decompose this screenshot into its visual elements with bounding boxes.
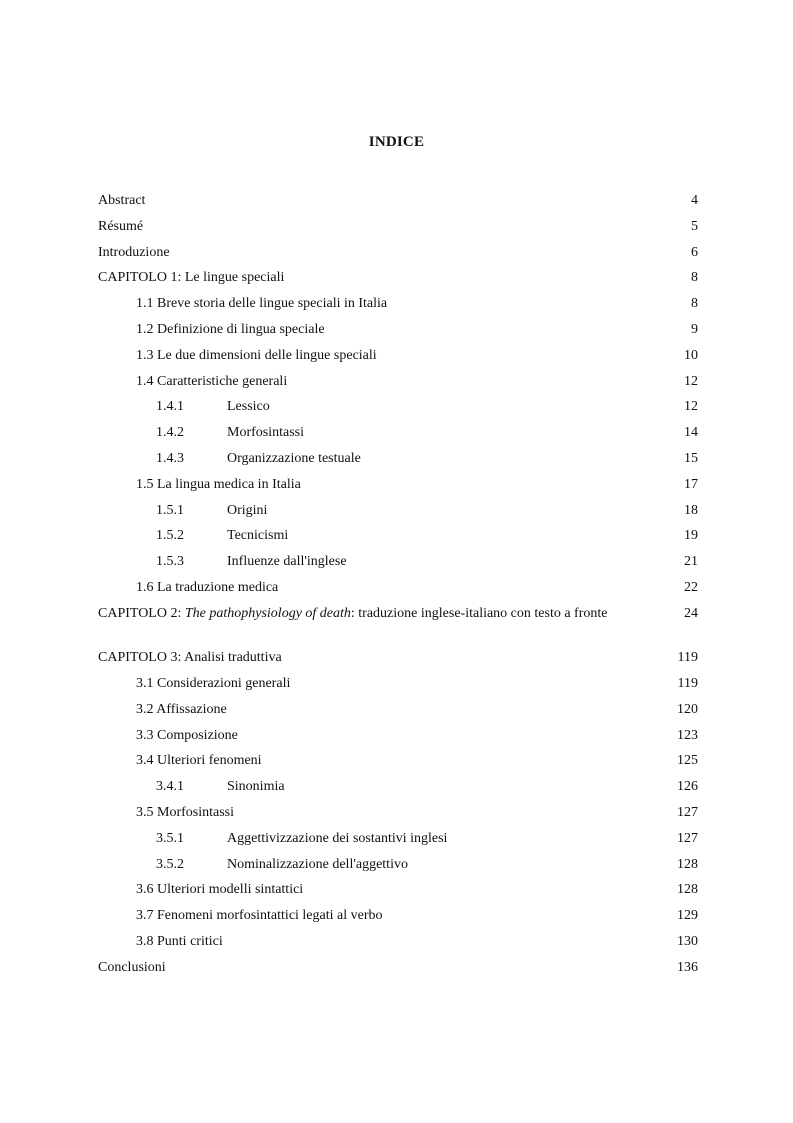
toc-entry-label: 3.4 Ulteriori fenomeni (136, 753, 262, 769)
toc-entry-conclusioni[interactable] (98, 958, 698, 977)
toc-entry-1-2[interactable] (98, 320, 698, 339)
toc-entry-number: 1.4.3 (156, 450, 184, 466)
toc-entry-page: 119 (677, 650, 698, 666)
toc-entry-label: Lessico (227, 399, 270, 415)
toc-entry-page: 136 (677, 959, 698, 975)
toc-entry-page: 120 (677, 701, 698, 717)
toc-entry-italic-title: The pathophysiology of death (184, 605, 351, 621)
toc-entry-1-5[interactable] (98, 475, 698, 494)
toc-entry-page: 130 (677, 934, 698, 950)
toc-entry-label: 1.2 Definizione di lingua speciale (136, 321, 325, 337)
toc-entry-label: Sinonimia (227, 779, 285, 795)
toc-entry-3-5[interactable] (98, 803, 698, 822)
toc-entry-label: 1.5 La lingua medica in Italia (136, 476, 301, 492)
toc-entry-label: Organizzazione testuale (227, 450, 361, 466)
toc-entry-label-prefix: CAPITOLO 2: (98, 605, 185, 621)
toc-entry-page: 24 (684, 605, 698, 621)
toc-entry-3-1[interactable] (98, 674, 698, 693)
toc-entry-1-5-1[interactable] (98, 501, 698, 520)
toc-entry-number: 1.5.2 (156, 528, 184, 544)
toc-entry-page: 126 (677, 779, 698, 795)
toc-entry-3-3[interactable] (98, 726, 698, 745)
table-of-contents (98, 191, 698, 984)
toc-entry-capitolo-1[interactable] (98, 268, 698, 287)
toc-entry-page: 127 (677, 830, 698, 846)
toc-entry-1-6[interactable] (98, 578, 698, 597)
toc-entry-page: 9 (691, 321, 698, 337)
toc-entry-resume[interactable] (98, 217, 698, 236)
toc-entry-page: 10 (684, 347, 698, 363)
toc-entry-label: Introduzione (98, 244, 170, 260)
toc-entry-page: 5 (691, 218, 698, 234)
toc-entry-label: CAPITOLO 1: Le lingue speciali (98, 270, 285, 286)
toc-entry-page: 8 (691, 270, 698, 286)
toc-entry-number: 3.5.2 (156, 856, 184, 872)
toc-entry-3-6[interactable] (98, 880, 698, 899)
toc-entry-1-3[interactable] (98, 346, 698, 365)
toc-entry-label: 1.1 Breve storia delle lingue speciali in Italia (136, 296, 388, 312)
toc-entry-page: 123 (677, 727, 698, 743)
toc-entry-label: 3.6 Ulteriori modelli sintattici (136, 882, 304, 898)
toc-entry-label: 3.5 Morfosintassi (136, 805, 234, 821)
toc-entry-label: 1.6 La traduzione medica (136, 579, 279, 595)
toc-entry-1-4[interactable] (98, 372, 698, 391)
toc-entry-page: 12 (684, 373, 698, 389)
toc-entry-label: Influenze dall'inglese (227, 554, 347, 570)
toc-entry-3-2[interactable] (98, 700, 698, 719)
toc-entry-3-7[interactable] (98, 906, 698, 925)
toc-entry-page: 128 (677, 856, 698, 872)
toc-entry-3-4-1[interactable] (98, 777, 698, 796)
toc-entry-label: 1.4 Caratteristiche generali (136, 373, 288, 389)
toc-entry-page: 12 (684, 399, 698, 415)
toc-entry-3-5-2[interactable] (98, 855, 698, 874)
toc-entry-label: 3.3 Composizione (136, 727, 238, 743)
toc-entry-label: 1.3 Le due dimensioni delle lingue speciali (136, 347, 377, 363)
toc-entry-label: Conclusioni (98, 959, 166, 975)
toc-entry-1-5-3[interactable] (98, 552, 698, 571)
toc-entry-page: 17 (684, 476, 698, 492)
toc-entry-number: 1.4.1 (156, 399, 184, 415)
toc-entry-number: 1.4.2 (156, 425, 184, 441)
toc-entry-1-5-2[interactable] (98, 526, 698, 545)
toc-entry-page: 21 (684, 554, 698, 570)
toc-entry-1-1[interactable] (98, 294, 698, 313)
toc-entry-number: 3.4.1 (156, 779, 184, 795)
toc-entry-1-4-3[interactable] (98, 449, 698, 468)
toc-entry-label: 3.8 Punti critici (136, 934, 223, 950)
toc-entry-label: 3.2 Affissazione (136, 701, 227, 717)
toc-entry-label: 3.1 Considerazioni generali (136, 676, 291, 692)
toc-entry-page: 18 (684, 502, 698, 518)
toc-entry-label (98, 604, 643, 623)
toc-entry-page: 128 (677, 882, 698, 898)
toc-entry-page: 125 (677, 753, 698, 769)
toc-entry-3-8[interactable] (98, 932, 698, 951)
toc-entry-page: 129 (677, 908, 698, 924)
toc-entry-1-4-2[interactable] (98, 423, 698, 442)
toc-entry-label: Origini (227, 502, 268, 518)
toc-entry-page: 127 (677, 805, 698, 821)
toc-entry-page: 19 (684, 528, 698, 544)
toc-entry-label: Abstract (98, 193, 146, 208)
toc-entry-3-4[interactable] (98, 751, 698, 770)
toc-entry-page: 8 (691, 296, 698, 312)
toc-entry-label-suffix: : traduzione inglese-italiano con testo a fronte (350, 605, 608, 621)
toc-entry-number: 3.5.1 (156, 830, 184, 846)
toc-entry-3-5-1[interactable] (98, 829, 698, 848)
toc-entry-page: 22 (684, 579, 698, 595)
page-title: INDICE (368, 134, 425, 150)
toc-entry-capitolo-2[interactable] (98, 604, 698, 642)
toc-entry-label: Morfosintassi (227, 425, 304, 441)
toc-entry-number: 1.5.3 (156, 554, 184, 570)
toc-entry-page: 4 (691, 193, 698, 208)
toc-entry-capitolo-3[interactable] (98, 648, 698, 667)
toc-entry-1-4-1[interactable] (98, 397, 698, 416)
toc-entry-page: 6 (691, 244, 698, 260)
toc-entry-page: 15 (684, 450, 698, 466)
toc-entry-number: 1.5.1 (156, 502, 184, 518)
toc-entry-label: Aggettivizzazione dei sostantivi inglesi (227, 830, 448, 846)
toc-entry-label: CAPITOLO 3: Analisi traduttiva (98, 650, 282, 666)
toc-entry-label: Résumé (98, 218, 144, 234)
toc-entry-abstract[interactable] (98, 191, 698, 210)
toc-entry-introduzione[interactable] (98, 243, 698, 262)
toc-entry-label: Nominalizzazione dell'aggettivo (227, 856, 408, 872)
toc-entry-page: 14 (684, 425, 698, 441)
toc-entry-label: 3.7 Fenomeni morfosintattici legati al verbo (136, 908, 383, 924)
toc-entry-page: 119 (677, 676, 698, 692)
toc-entry-label: Tecnicismi (227, 528, 289, 544)
